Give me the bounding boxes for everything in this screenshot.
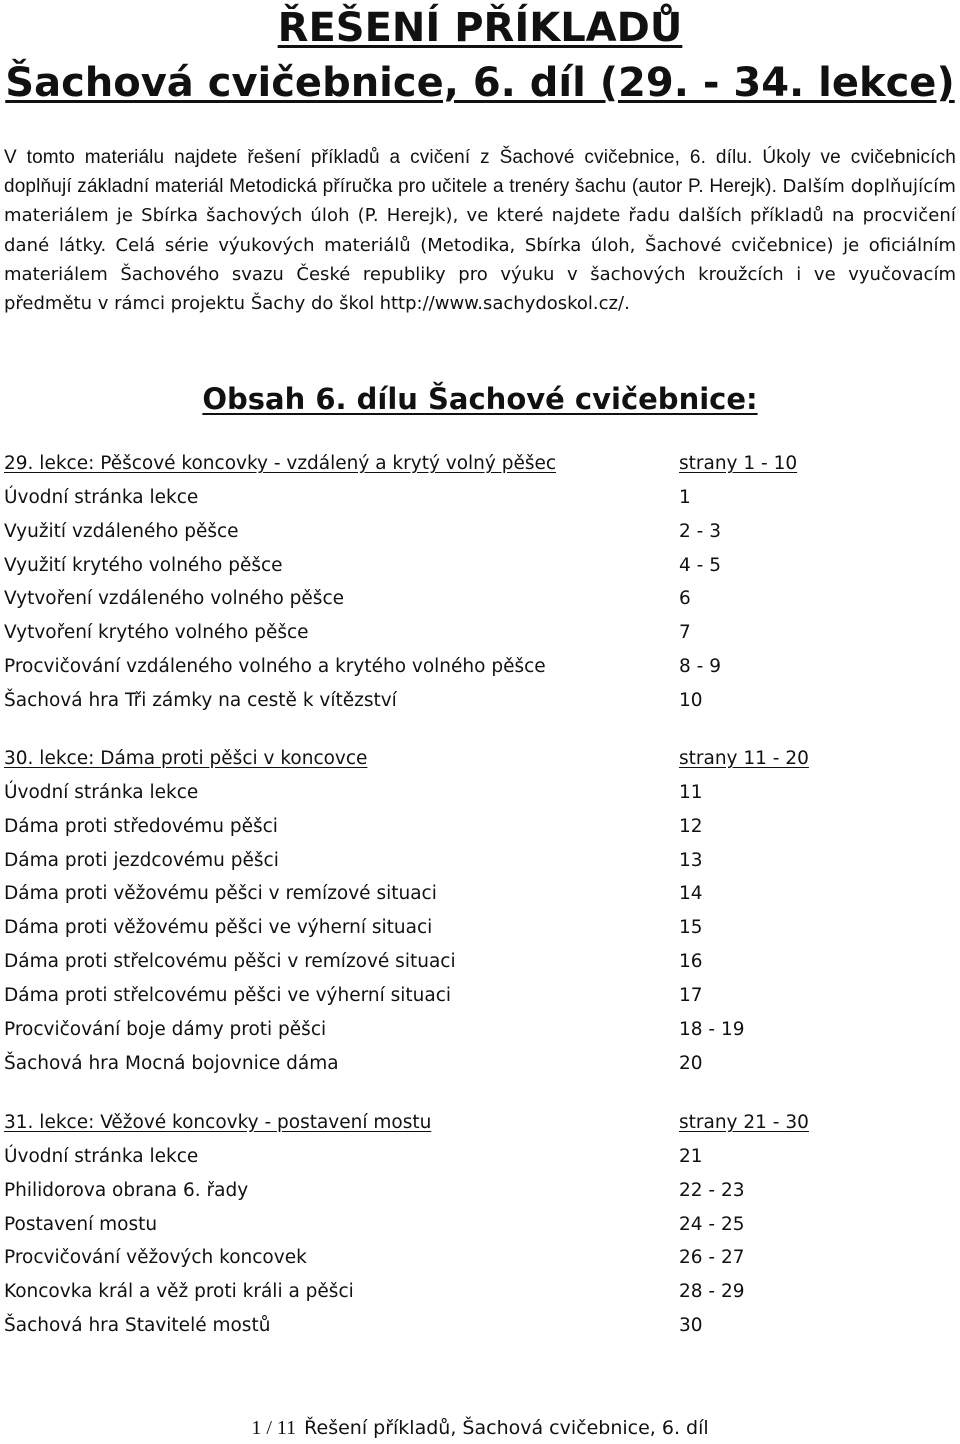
toc-item-pages: 17 [679, 984, 703, 1006]
toc-item-label: Úvodní stránka lekce [4, 1145, 199, 1167]
toc-item [4, 650, 956, 684]
toc-item-label: Šachová hra Stavitelé mostů [4, 1315, 271, 1337]
lesson-page-range: strany 1 - 10 [679, 453, 798, 474]
toc-item-pages: 8 - 9 [679, 656, 721, 678]
toc-item-pages: 20 [679, 1052, 703, 1074]
toc-heading: Obsah 6. dílu Šachové cvičebnice: [202, 382, 758, 416]
toc-item-pages: 6 [679, 588, 691, 610]
toc-item-label: Procvičování věžových koncovek [4, 1247, 307, 1269]
toc-item [4, 1275, 956, 1309]
toc-item [4, 877, 956, 911]
toc-item-pages: 24 - 25 [679, 1213, 745, 1235]
toc-item-label: Koncovka král a věž proti králi a pěšci [4, 1281, 354, 1303]
toc-item [4, 1047, 956, 1081]
toc-item-label: Dáma proti věžovému pěšci v remízové situaci [4, 883, 437, 905]
toc-item-pages: 18 - 19 [679, 1018, 745, 1040]
toc-item-pages: 22 - 23 [679, 1179, 745, 1201]
toc-item-pages: 11 [679, 781, 703, 803]
lesson-30-section [4, 742, 956, 1080]
toc-item-pages: 21 [679, 1145, 703, 1167]
toc-item-pages: 14 [679, 883, 703, 905]
toc-item-pages: 2 - 3 [679, 520, 721, 542]
lesson-title: 29. lekce: Pěšcové koncovky - vzdálený a krytý volný pěšec [4, 453, 557, 474]
lesson-31-section [4, 1106, 956, 1343]
project-url: http://www.sachydoskol.cz/. [379, 293, 630, 315]
toc-item-pages: 26 - 27 [679, 1247, 745, 1269]
toc-item-label: Šachová hra Mocná bojovnice dáma [4, 1052, 339, 1074]
toc-item-pages: 4 - 5 [679, 554, 721, 576]
intro-text-part3: Celá série výukových materiálů (Metodika, Sbírka úloh, Šachové cvičebnice) je oficiálním materiálem Šachového svazu České republiky pro výuku v šachových kroužcích i ve vyučovacím předmětu v rámci projektu Šachy do škol [4, 234, 957, 315]
lesson-header [4, 742, 956, 776]
lesson-header [4, 1106, 956, 1140]
lesson-header [4, 447, 956, 481]
toc-item [4, 515, 956, 549]
toc-item-label: Dáma proti jezdcovému pěšci [4, 849, 279, 871]
intro-text-part2: Dalším doplňujícím materiálem je Sbírka šachových úloh (P. Herejk), ve které najdete řadu dalších příkladů na procvičení dané látky. [4, 176, 956, 256]
toc-item-pages: 10 [679, 689, 703, 711]
document-title: ŘEŠENÍ PŘÍKLADŮ [277, 5, 683, 51]
toc-item-pages: 28 - 29 [679, 1281, 745, 1303]
toc-item-pages: 7 [679, 622, 691, 644]
toc-item-label: Procvičování vzdáleného volného a krytého volného pěšce [4, 656, 546, 678]
toc-item-label: Dáma proti střelcovému pěšci v remízové situaci [4, 951, 456, 973]
lesson-29-section [4, 447, 956, 718]
toc-item-pages: 13 [679, 849, 703, 871]
toc-item-label: Dáma proti střelcovému pěšci ve výherní situaci [4, 984, 452, 1006]
document-subtitle: Šachová cvičebnice, 6. díl (29. - 34. lekce) [5, 60, 955, 106]
intro-paragraph [4, 143, 956, 318]
lesson-title: 31. lekce: Věžové koncovky - postavení mostu [4, 1112, 432, 1133]
toc-item [4, 1309, 956, 1343]
toc-item-label: Využití vzdáleného pěšce [4, 520, 239, 542]
toc-item-pages: 15 [679, 917, 703, 939]
toc-item [4, 684, 956, 718]
intro-text-part1: V tomto materiálu najdete řešení příkladů a cvičení z Šachové cvičebnice, 6. dílu. Úkoly ve cvičebnicích doplňují základní materiál Metodická příručka pro učitele a trenéry šachu (autor P. Herejk). [4, 147, 956, 198]
toc-item-label: Procvičování boje dámy proti pěšci [4, 1018, 327, 1040]
toc-item [4, 979, 956, 1013]
toc-item [4, 549, 956, 583]
toc-item [4, 1174, 956, 1208]
toc-item [4, 844, 956, 878]
toc-item [4, 810, 956, 844]
toc-item [4, 1208, 956, 1242]
page-footer [0, 1413, 960, 1443]
toc-item-pages: 16 [679, 951, 703, 973]
lesson-title: 30. lekce: Dáma proti pěšci v koncovce [4, 748, 368, 769]
toc-item [4, 1013, 956, 1047]
toc-item-label: Dáma proti středovému pěšci [4, 815, 278, 837]
toc-item [4, 1241, 956, 1275]
toc-item [4, 1140, 956, 1174]
toc-item-label: Vytvoření vzdáleného volného pěšce [4, 588, 345, 610]
footer-text: Řešení příkladů, Šachová cvičebnice, 6. díl [304, 1417, 709, 1439]
toc-item [4, 582, 956, 616]
toc-item-label: Vytvoření krytého volného pěšce [4, 622, 309, 644]
page-number: 1 / 11 [251, 1417, 297, 1439]
lesson-page-range: strany 11 - 20 [679, 748, 809, 769]
toc-item [4, 776, 956, 810]
toc-item-label: Úvodní stránka lekce [4, 486, 199, 508]
toc-item [4, 481, 956, 515]
toc-item-label: Úvodní stránka lekce [4, 781, 199, 803]
toc-item-pages: 12 [679, 815, 703, 837]
toc-item-label: Dáma proti věžovému pěšci ve výherní situaci [4, 917, 433, 939]
toc-item-label: Šachová hra Tři zámky na cestě k vítězství [4, 689, 397, 711]
toc-item-label: Využití krytého volného pěšce [4, 554, 283, 576]
toc-item [4, 911, 956, 945]
toc-item [4, 616, 956, 650]
toc-item [4, 945, 956, 979]
toc-item-label: Postavení mostu [4, 1213, 158, 1235]
lesson-page-range: strany 21 - 30 [679, 1112, 809, 1133]
toc-item-label: Philidorova obrana 6. řady [4, 1179, 249, 1201]
toc-item-pages: 1 [679, 486, 691, 508]
toc-item-pages: 30 [679, 1315, 703, 1337]
